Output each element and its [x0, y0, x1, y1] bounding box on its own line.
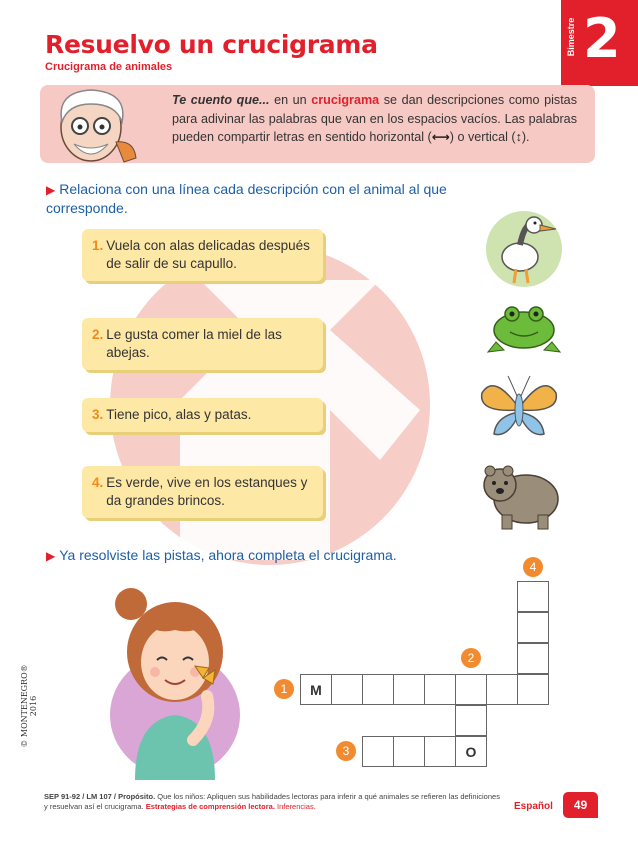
triangle-bullet-icon: ▶: [46, 183, 56, 197]
vertical-arrow-icon: ↕: [515, 130, 522, 144]
footer-ref: SEP 91-92 / LM 107 / Propósito.: [44, 792, 156, 801]
crossword-cell[interactable]: [517, 581, 549, 612]
intro-part2: se dan descripciones como pistas para adivinar las palabras que van en los espacios vacíos. Las palabras pueden compartir letras en sentido horizontal (: [172, 93, 577, 144]
clue-text: Tiene pico, alas y patas.: [106, 407, 252, 422]
clue-number: 3.: [92, 407, 104, 422]
clue-number: 4.: [92, 475, 104, 490]
clue-card-4[interactable]: [82, 466, 323, 518]
crossword-cell[interactable]: O: [455, 736, 487, 767]
triangle-bullet-icon: ▶: [46, 549, 56, 563]
crossword-cell[interactable]: [424, 736, 456, 767]
intro-lead: Te cuento que...: [172, 93, 270, 107]
clue-number: 2.: [92, 327, 104, 342]
clue-text: Le gusta comer la miel de las abejas.: [106, 327, 282, 360]
crossword-number-2: 2: [461, 648, 481, 668]
page-number: 49: [563, 792, 598, 818]
instruction-crossword-text: Ya resolviste las pistas, ahora completa el crucigrama.: [59, 547, 397, 563]
intro-keyword: crucigrama: [311, 93, 380, 107]
clue-text: Vuela con alas delicadas después de salir de su capullo.: [106, 238, 310, 271]
bimestre-label: Bimestre: [566, 17, 576, 57]
page-title: Resuelvo un crucigrama: [45, 30, 378, 59]
footer-note: [44, 792, 504, 812]
horizontal-arrow-icon: ⟷: [431, 130, 450, 144]
clue-card-2[interactable]: [82, 318, 323, 370]
intro-part1: en un: [269, 93, 312, 107]
crossword-cell[interactable]: [362, 674, 394, 705]
crossword-number-4: 4: [523, 557, 543, 577]
footer-inference: Inferencias.: [274, 802, 316, 811]
crossword-cell[interactable]: [424, 674, 456, 705]
page-subtitle: Crucigrama de animales: [45, 61, 173, 73]
clue-card-1[interactable]: [82, 229, 323, 281]
intro-text: [172, 91, 577, 147]
crossword-cell[interactable]: [393, 674, 425, 705]
crossword-number-3: 3: [336, 741, 356, 761]
clue-text: Es verde, vive en los estanques y da grandes brincos.: [106, 475, 308, 508]
bimestre-number: 2: [583, 7, 621, 70]
crossword-cell[interactable]: [362, 736, 394, 767]
crossword-cell[interactable]: [331, 674, 363, 705]
copyright: © MONTENEGRO® 2016: [20, 664, 38, 748]
footer-text: Que los niños: Apliquen sus habilidades lectoras para inferir a qué animales se refieren las definiciones y resuelvan así el crucigrama.: [44, 792, 500, 811]
instruction-crossword: [46, 546, 516, 565]
instruction-relate-text: Relaciona con una línea cada descripción con el animal al que corresponde.: [46, 181, 447, 216]
intro-part4: ).: [521, 130, 530, 144]
instruction-relate: [46, 180, 516, 217]
butterfly-illustration[interactable]: [474, 368, 564, 448]
footer-strategy: Estrategias de comprensión lectora.: [145, 802, 275, 811]
crossword-cell[interactable]: [517, 674, 549, 705]
clue-number: 1.: [92, 238, 104, 253]
girl-illustration: [95, 570, 255, 780]
crossword-cell[interactable]: [455, 674, 487, 705]
crossword-cell[interactable]: [486, 674, 518, 705]
crossword-cell[interactable]: [455, 705, 487, 736]
crossword-cell[interactable]: [393, 736, 425, 767]
crossword-cell[interactable]: M: [300, 674, 332, 705]
narrator-grandfather-illustration: [36, 82, 146, 172]
crossword-number-1: 1: [274, 679, 294, 699]
clue-card-3[interactable]: [82, 398, 323, 432]
frog-illustration[interactable]: [484, 292, 564, 362]
subject-label: Español: [514, 801, 553, 812]
bear-illustration[interactable]: [474, 453, 564, 533]
crossword-cell[interactable]: [517, 643, 549, 674]
intro-part3: ) o vertical (: [449, 130, 516, 144]
crossword-cell[interactable]: [517, 612, 549, 643]
duck-illustration[interactable]: [484, 205, 564, 293]
